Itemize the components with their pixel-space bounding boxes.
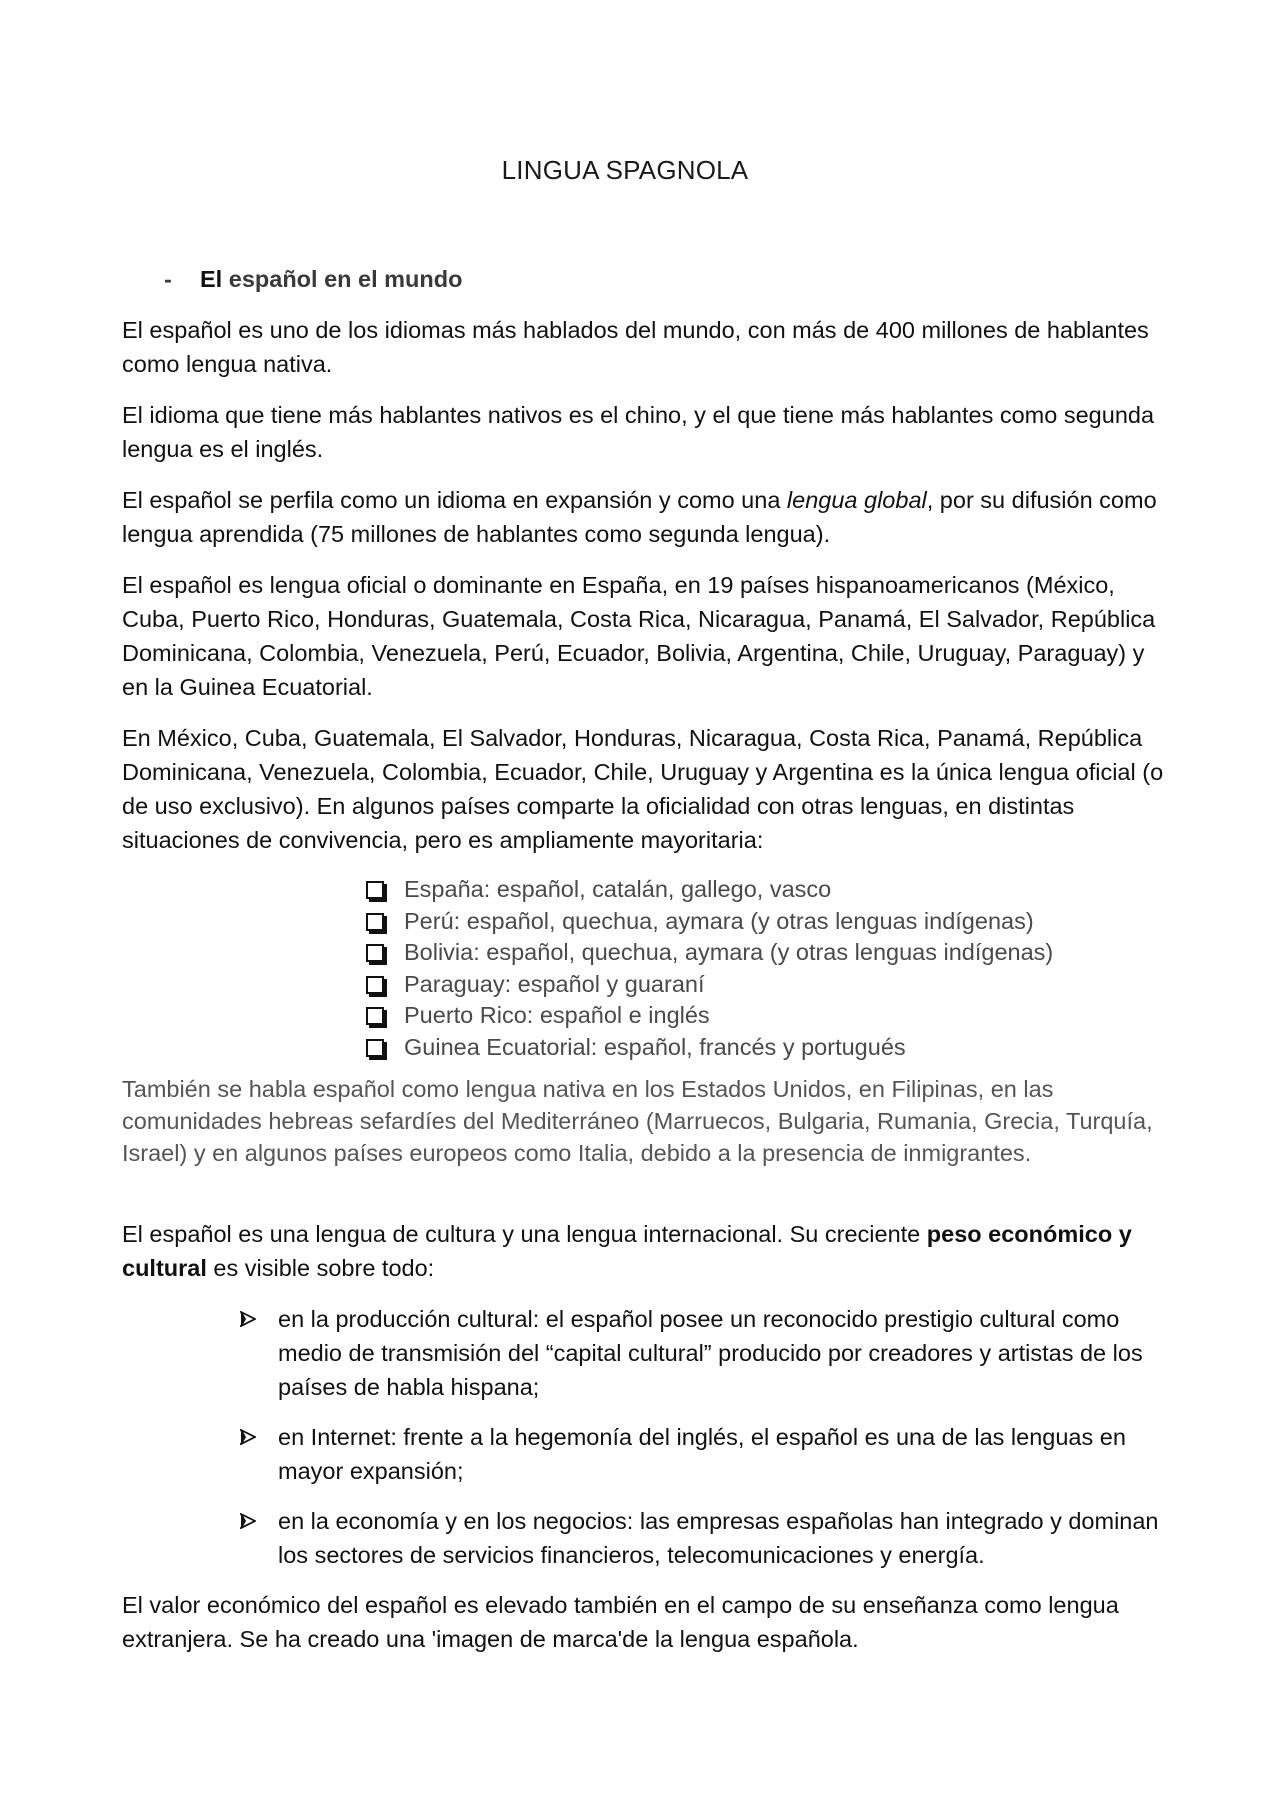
list-item xyxy=(240,1420,1172,1488)
list-item xyxy=(366,874,1172,906)
paragraph-3-part-b: , por su difusión como lengua aprendida (75 millones de hablantes como segunda lengua). xyxy=(122,487,1157,547)
paragraph-7 xyxy=(122,1217,1172,1285)
list-item-text: Paraguay: español y guaraní xyxy=(404,970,705,997)
paragraph-5: En México, Cuba, Guatemala, El Salvador, Honduras, Nicaragua, Costa Rica, Panamá, República Dominicana, Venezuela, Colombia, Ecuador, Chile, Uruguay y Argentina es la única lengua oficial (o de uso exclusivo). En algunos países comparte la oficialidad con otras lenguas, en distintas situaciones de convivencia, pero es ampliamente mayoritaria: xyxy=(122,725,1164,853)
document-title: LINGUA SPAGNOLA xyxy=(501,155,749,185)
checkbox-icon xyxy=(366,881,384,899)
checkbox-icon xyxy=(366,944,384,962)
list-item-text: Bolivia: español, quechua, aymara (y otras lenguas indígenas) xyxy=(404,939,1054,965)
list-item-text: en la producción cultural: el español posee un reconocido prestigio cultural como medio de transmisión del “capital cultural” producido por creadores y artistas de los países de habla hispana; xyxy=(278,1306,1143,1400)
list-item xyxy=(366,1000,1172,1032)
checkbox-icon xyxy=(366,1039,384,1057)
arrow-bullet-icon xyxy=(240,1302,256,1327)
paragraph-3 xyxy=(122,483,1172,551)
list-item-text: Guinea Ecuatorial: español, francés y portugués xyxy=(404,1033,906,1060)
paragraph-7-bold: peso económico y cultural xyxy=(122,1221,1132,1281)
list-item xyxy=(240,1504,1172,1572)
checkbox-icon xyxy=(366,913,384,931)
paragraph-4: El español es lengua oficial o dominante en España, en 19 países hispanoamericanos (México, Cuba, Puerto Rico, Honduras, Guatemala, Costa Rica, Nicaragua, Panamá, El Salvador, República Dominicana, Colombia, Venezuela, Perú, Ecuador, Bolivia, Argentina, Chile, Uruguay, Paraguay) y en la Guinea Ecuatorial. xyxy=(122,572,1156,700)
heading-dash: - xyxy=(164,266,172,292)
languages-list xyxy=(122,874,1172,1063)
arrow-bullet-icon xyxy=(240,1420,256,1445)
list-item xyxy=(366,937,1172,969)
weight-list xyxy=(122,1302,1172,1572)
list-item-text: Perú: español, quechua, aymara (y otras lenguas indígenas) xyxy=(404,907,1034,934)
list-item xyxy=(366,1032,1172,1064)
paragraph-3-part-a: El español se perfila como un idioma en expansión y como una xyxy=(122,487,787,513)
paragraph-6: También se habla español como lengua nativa en los Estados Unidos, en Filipinas, en las comunidades hebreas sefardíes del Mediterráneo (Marruecos, Bulgaria, Rumania, Grecia, Turquía, Israel) y en algunos países europeos como Italia, debido a la presencia de inmigrantes. xyxy=(122,1076,1153,1166)
section-heading xyxy=(164,262,1172,296)
list-item-text: Puerto Rico: español e inglés xyxy=(404,1002,710,1028)
list-item xyxy=(240,1302,1172,1404)
paragraph-7-part-a: El español es una lengua de cultura y una lengua internacional. Su creciente xyxy=(122,1221,927,1247)
document-body xyxy=(122,262,1172,1673)
paragraph-1: El español es uno de los idiomas más hablados del mundo, con más de 400 millones de hablantes como lengua nativa. xyxy=(122,317,1149,377)
list-item-text: en Internet: frente a la hegemonía del inglés, el español es una de las lenguas en mayor expansión; xyxy=(278,1424,1126,1484)
paragraph-7-part-b: es visible sobre todo: xyxy=(206,1255,435,1281)
list-item xyxy=(366,969,1172,1001)
checkbox-icon xyxy=(366,1007,384,1025)
checkbox-icon xyxy=(366,976,384,994)
paragraph-3-italic: lengua global xyxy=(786,487,927,513)
list-item-text: España: español, catalán, gallego, vasco xyxy=(404,876,832,902)
list-item xyxy=(366,906,1172,938)
paragraph-8: El valor económico del español es elevado también en el campo de su enseñanza como lengua extranjera. Se ha creado una 'imagen de marca'de la lengua española. xyxy=(122,1592,1119,1652)
arrow-bullet-icon xyxy=(240,1504,256,1529)
heading-rest: español en el mundo xyxy=(228,266,463,292)
heading-el: El xyxy=(200,266,223,292)
paragraph-2: El idioma que tiene más hablantes nativos es el chino, y el que tiene más hablantes como segunda lengua es el inglés. xyxy=(122,402,1155,462)
list-item-text: en la economía y en los negocios: las empresas españolas han integrado y dominan los sectores de servicios financieros, telecomunicaciones y energía. xyxy=(278,1508,1159,1568)
